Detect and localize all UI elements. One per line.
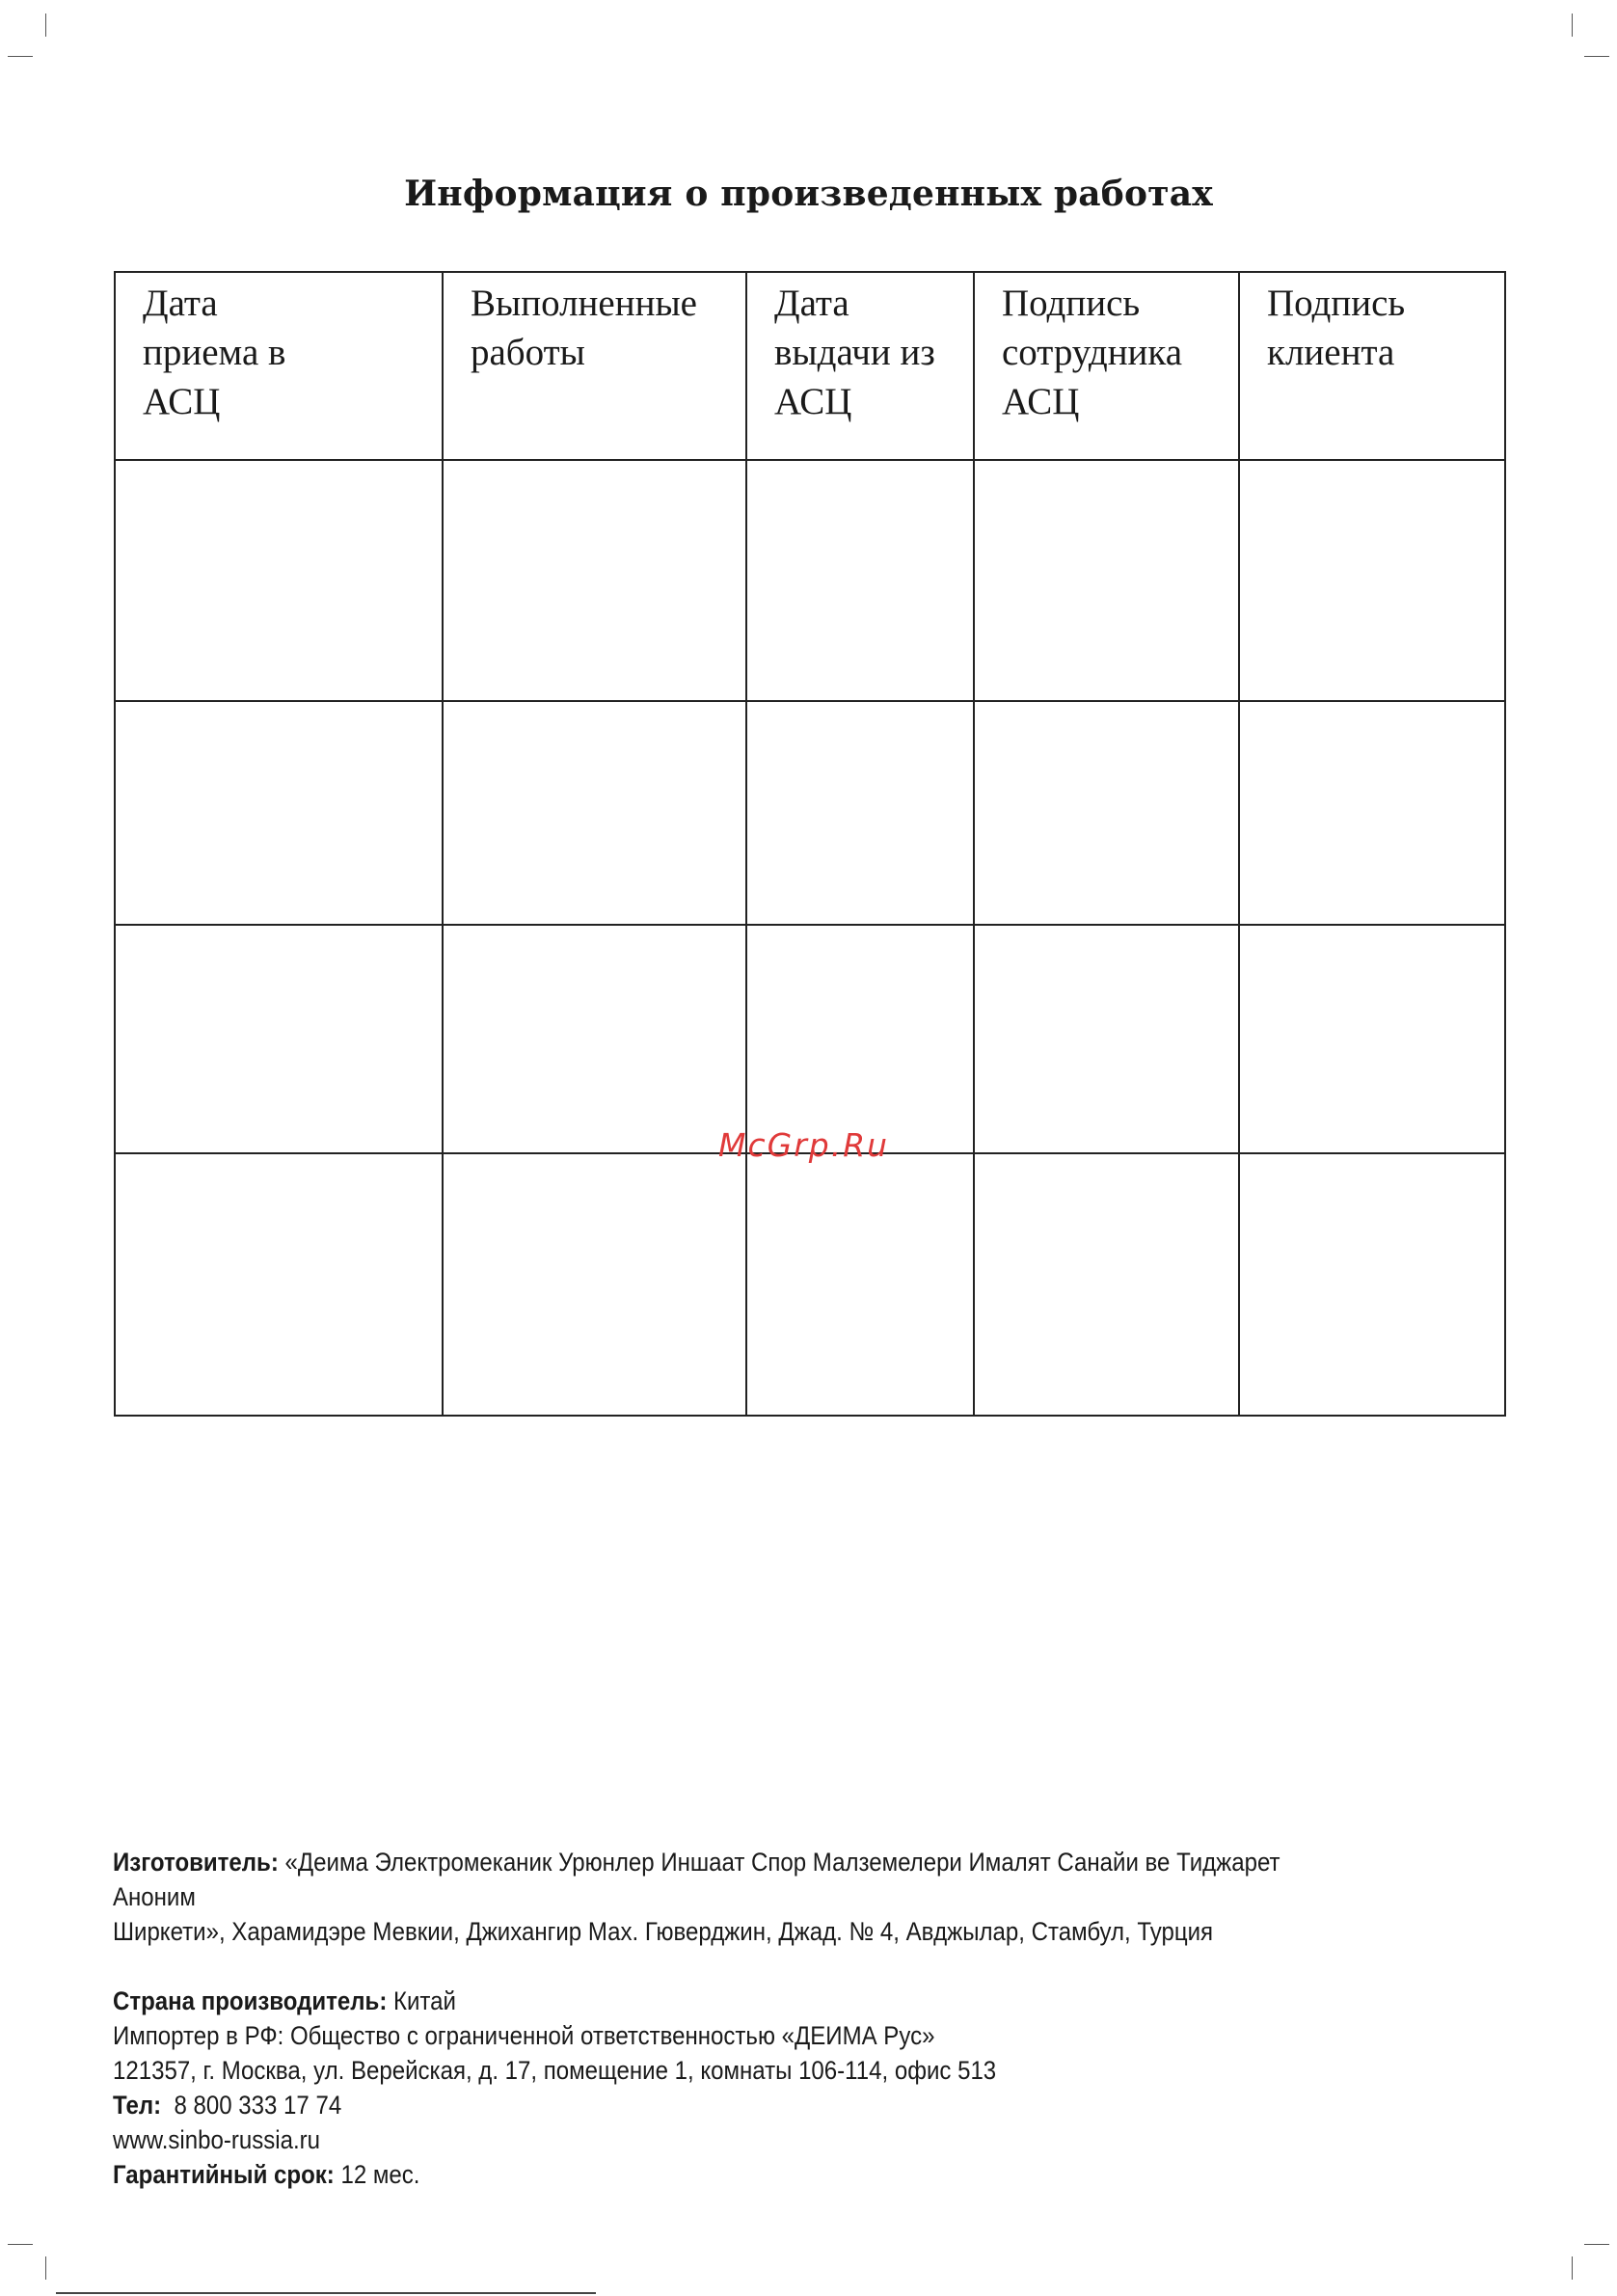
country-value: Китай	[393, 1986, 456, 2015]
table-cell[interactable]	[115, 925, 443, 1153]
table-row	[115, 460, 1505, 701]
table-cell[interactable]	[1239, 1153, 1505, 1416]
table-cell[interactable]	[746, 460, 974, 701]
table-cell[interactable]	[974, 460, 1239, 701]
manufacturer-line-2: Ширкети», Харамидэре Мевкии, Джихангир Мах. Гюверджин, Джад. № 4, Авджылар, Стамбул, Турция	[113, 1917, 1214, 1946]
header-employee-signature: Подпись сотрудника АСЦ	[974, 272, 1239, 460]
crop-mark	[1584, 56, 1609, 57]
header-issue-date: Дата выдачи из АСЦ	[746, 272, 974, 460]
country-label: Страна производитель:	[113, 1986, 388, 2015]
crop-mark	[1572, 2256, 1573, 2280]
table-cell[interactable]	[443, 460, 746, 701]
crop-mark	[1572, 14, 1573, 37]
watermark-text: McGrp.Ru	[718, 1126, 890, 1164]
crop-mark	[45, 14, 46, 37]
warranty-line	[113, 2157, 1358, 2192]
table-cell[interactable]	[115, 701, 443, 926]
table-cell[interactable]	[746, 701, 974, 926]
crop-mark	[45, 2256, 46, 2280]
country-line	[113, 1984, 1358, 2018]
table-cell[interactable]	[1239, 925, 1505, 1153]
header-client-signature: Подпись клиента	[1239, 272, 1505, 460]
table-cell[interactable]	[974, 1153, 1239, 1416]
manufacturer-label: Изготовитель:	[113, 1848, 279, 1877]
manufacturer-line	[113, 1845, 1358, 1914]
website-link[interactable]: www.sinbo-russia.ru	[113, 2125, 321, 2154]
phone-label: Тел:	[113, 2091, 162, 2120]
manufacturer-value: «Деима Электромеканик Урюнлер Иншаат Спор Малземелери Ималят Санайи ве Тиджарет Аноним	[113, 1848, 1280, 1911]
table-cell[interactable]	[443, 925, 746, 1153]
table-row	[115, 925, 1505, 1153]
works-table	[114, 271, 1506, 1417]
table-cell[interactable]	[443, 701, 746, 926]
footer-info	[113, 1845, 1358, 2192]
table-cell[interactable]	[974, 925, 1239, 1153]
table-cell[interactable]	[974, 701, 1239, 926]
table-row	[115, 1153, 1505, 1416]
table-cell[interactable]	[115, 1153, 443, 1416]
warranty-value: 12 мес.	[340, 2160, 420, 2189]
page-title: Информация о произведенных работах	[404, 174, 1213, 214]
crop-mark	[8, 2244, 33, 2245]
table-cell[interactable]	[1239, 701, 1505, 926]
address-line: 121357, г. Москва, ул. Верейская, д. 17, помещение 1, комнаты 106-114, офис 513	[113, 2056, 997, 2085]
header-intake-date: Дата приема в АСЦ	[115, 272, 443, 460]
table-cell[interactable]	[1239, 460, 1505, 701]
header-work-done: Выполненные работы	[443, 272, 746, 460]
table-cell[interactable]	[746, 925, 974, 1153]
crop-mark	[1584, 2244, 1609, 2245]
divider	[56, 2292, 596, 2294]
table-cell[interactable]	[443, 1153, 746, 1416]
crop-mark	[8, 56, 33, 57]
phone-value: 8 800 333 17 74	[174, 2091, 342, 2120]
table-row	[115, 701, 1505, 926]
phone-line	[113, 2088, 1358, 2122]
table-header-row	[115, 272, 1505, 460]
table-cell[interactable]	[746, 1153, 974, 1416]
table-cell[interactable]	[115, 460, 443, 701]
warranty-label: Гарантийный срок:	[113, 2160, 335, 2189]
importer-line: Импортер в РФ: Общество с ограниченной ответственностью «ДЕИМА Рус»	[113, 2021, 935, 2050]
